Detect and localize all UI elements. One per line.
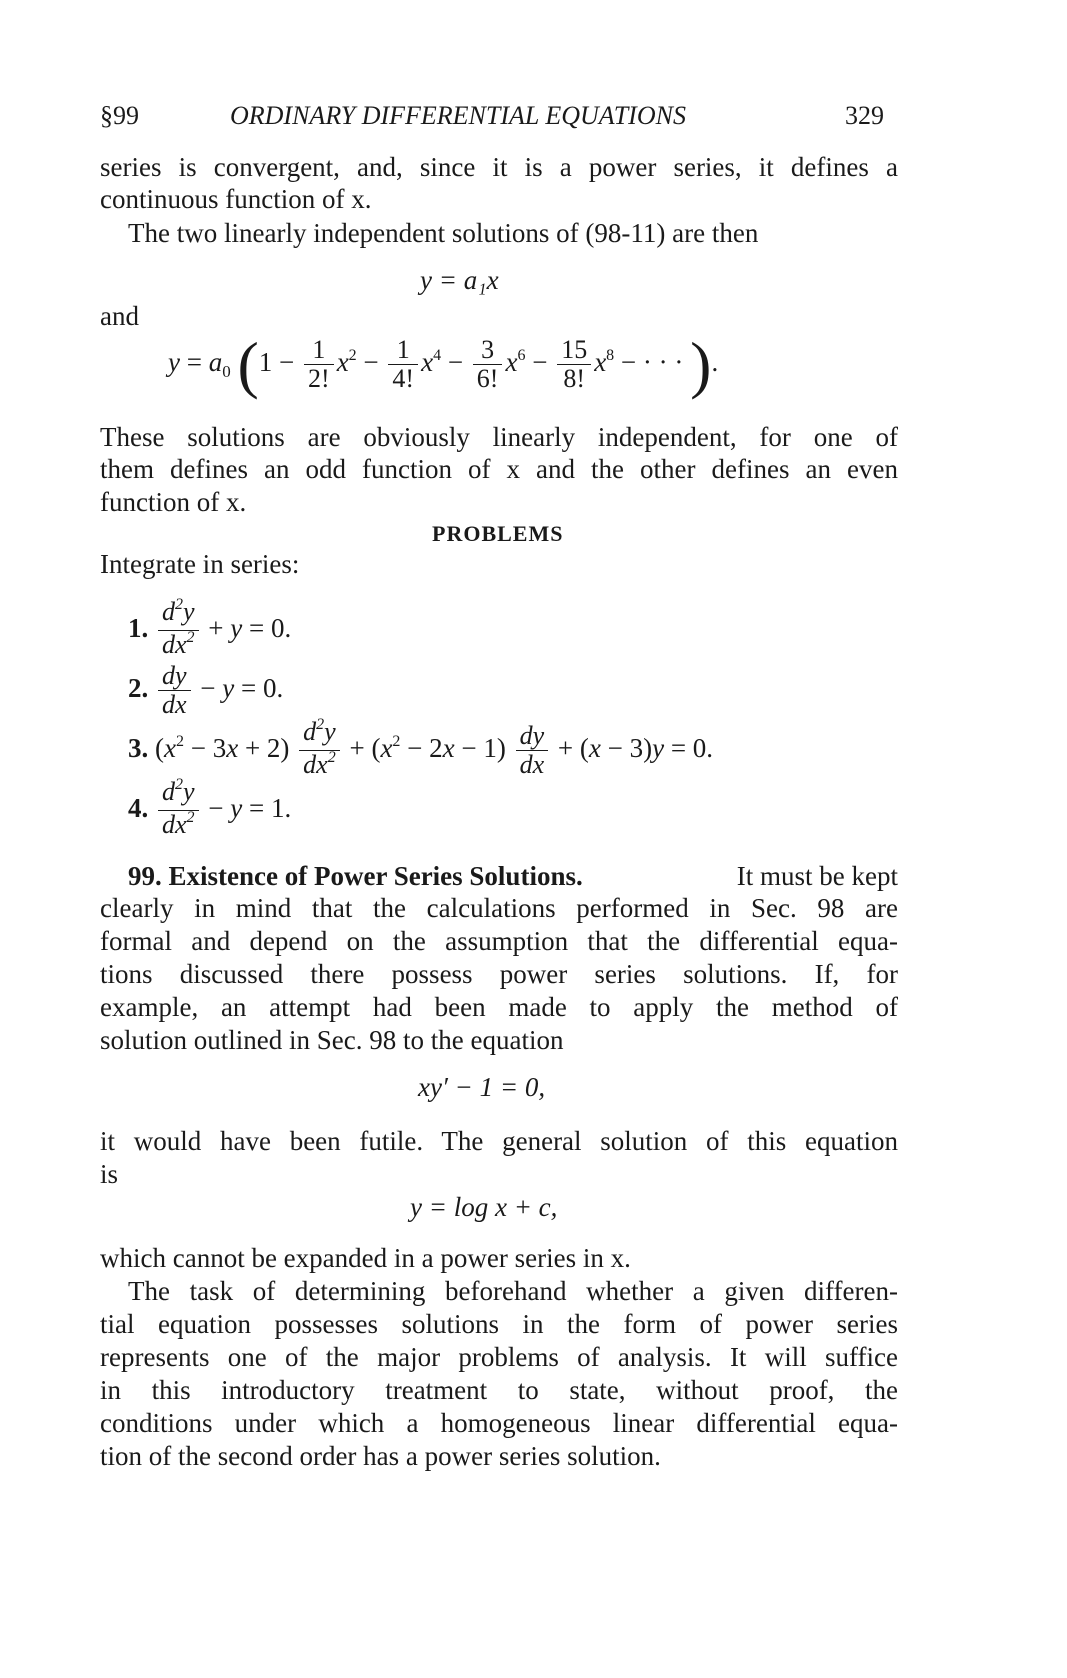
- para-line: These solutions are obviously linearly independent, for one of: [100, 422, 898, 452]
- section-99-first-line: [128, 860, 898, 892]
- para-line: it would have been futile. The general solution of this equation: [100, 1126, 898, 1156]
- problems-heading: PROBLEMS: [432, 521, 564, 546]
- para-line: series is convergent, and, since it is a power series, it defines a: [100, 152, 898, 182]
- para-line: tion of the second order has a power series solution.: [100, 1441, 661, 1471]
- para-line: formal and depend on the assumption that the differential equa-: [100, 926, 898, 956]
- section-mark: §99: [100, 101, 139, 130]
- para-line: The two linearly independent solutions of (98-11) are then: [128, 218, 759, 248]
- problem-1: 1. $\frac{d^2y}{dx^2}$ + y = 0.: [128, 596, 292, 660]
- problem-3: 3. $(x^2 - 3x + 2)$ $\frac{d^2y}{dx^2}$ + $(x^2 - 2x - 1)$ $\frac{dy}{dx}$ + (x − 3)y = 0.: [128, 716, 714, 780]
- para-line: The task of determining beforehand whether a given differen-: [128, 1276, 898, 1306]
- para-text: It must be kept: [736, 861, 898, 891]
- equation-y-a1x: y = a₁x: [420, 265, 499, 295]
- para-line: tial equation possesses solutions in the form of power series: [100, 1309, 898, 1339]
- para-line: represents one of the major problems of analysis. It will suffice: [100, 1342, 898, 1372]
- para-line: example, an attempt had been made to apply the method of: [100, 992, 898, 1022]
- equation-log: y = log x + c,: [410, 1192, 558, 1222]
- para-line: in this introductory treatment to state, without proof, the: [100, 1375, 898, 1405]
- problem-2: 2. $\frac{dy}{dx}$ − y = 0.: [128, 661, 284, 720]
- problem-number: 1.: [128, 613, 149, 643]
- para-line: function of x.: [100, 487, 247, 517]
- problem-number: 4.: [128, 793, 149, 823]
- para-line: clearly in mind that the calculations performed in Sec. 98 are: [100, 893, 898, 923]
- para-line: tions discussed there possess power series solutions. If, for: [100, 959, 898, 989]
- para-line: continuous function of x.: [100, 184, 372, 214]
- para-line: them defines an odd function of x and the other defines an even: [100, 454, 898, 484]
- para-line: is: [100, 1159, 119, 1189]
- para-line: which cannot be expanded in a power series in x.: [100, 1243, 631, 1273]
- equation-xy: xy′ − 1 = 0,: [418, 1072, 546, 1102]
- problem-4: 4. $\frac{d^2y}{dx^2}$ − y = 1.: [128, 776, 292, 840]
- running-title: ORDINARY DIFFERENTIAL EQUATIONS: [230, 101, 686, 130]
- page-number: 329: [845, 101, 884, 130]
- problem-number: 2.: [128, 673, 149, 703]
- equation-series: $y = a_0$ (1 − $\frac{1}{2!}$ $x^2$ − $\frac{1}{4!}$ $x^4$ − $\frac{3}{6!}$ $x^6$ − $\frac{15}{8!}$ $x^8$ − · · · ).: [168, 328, 719, 400]
- and-word: and: [100, 301, 139, 331]
- para-line: solution outlined in Sec. 98 to the equation: [100, 1025, 564, 1055]
- problem-number: 3.: [128, 733, 149, 763]
- para-line: conditions under which a homogeneous linear differential equa-: [100, 1408, 898, 1438]
- section-99-title: 99. Existence of Power Series Solutions.: [128, 861, 583, 891]
- integrate-label: Integrate in series:: [100, 549, 300, 579]
